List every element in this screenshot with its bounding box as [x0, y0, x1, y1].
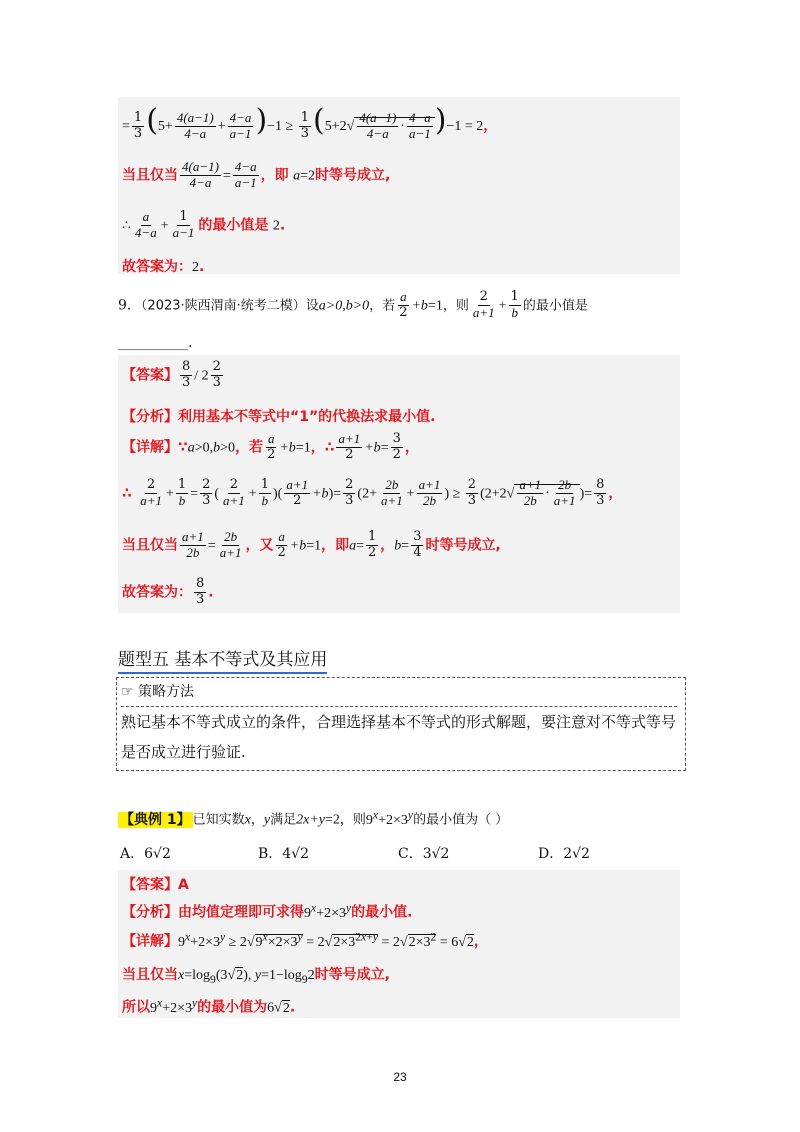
solution-line-4: 故答案为：2.	[122, 259, 205, 275]
equality-ex1-line: 当且仅当$x=\log_9(3√2)$, $y=1-\log_92$时等号成立,	[122, 967, 390, 986]
page-number: 23	[393, 1070, 407, 1084]
strategy-title: 策略方法	[138, 684, 195, 700]
detail-9-equality: 当且仅当 $\frac{a+1}{2b}$ = $\frac{2b}{a+1}$ ，又 $\frac{a}{2}$ +b=1，即a= $\frac{1}{2}$ ，b= $\frac{3}{4}$ 时等号成立,	[122, 529, 501, 560]
solution-line-1: = $\frac{1}{3}$ (5+ $\frac{4(a-1)}{4-a}$ + $\frac{4-a}{a-1}$ )−1 ≥ $\frac{1}{3}$ (5+2√ $\frac{4(a-1)}{4-a}$ · $\frac{4-a}{a-1}$ )−1 = 2，	[122, 103, 498, 141]
answer-9-line: 【答案】 $\frac{8}{3}$ / 2 $\frac{2}{3}$	[122, 359, 221, 390]
solution-line-2: 当且仅当 $\frac{4(a-1)}{4-a}$ = $\frac{4-a}{a-1}$ ，即 a=2时等号成立,	[122, 159, 391, 190]
answer-ex1-line: 【答案】A	[122, 877, 189, 893]
strategy-text: 熟记基本不等式成立的条件，合理选择基本不等式的形式解题，要注意对不等式等号是否成立进行验证.	[121, 706, 677, 767]
conclusion-ex1-line: 所以$9^x+2\times 3^y$的最小值为6√2.	[122, 996, 296, 1016]
option-c[interactable]: C．3√2	[398, 846, 450, 862]
question-9-blank: __________.	[118, 335, 193, 351]
analysis-ex1-line: 【分析】由均值定理即可求得$9^x+2\times 3^y$的最小值.	[122, 901, 413, 921]
section-title: 题型五 基本不等式及其应用	[118, 645, 327, 674]
solution-line-3: ∴ $\frac{a}{4-a}$ + $\frac{1}{a-1}$ 的最小值是 2.	[122, 209, 286, 240]
pointing-hand-icon: ☞	[121, 684, 134, 700]
option-d[interactable]: D．2√2	[538, 846, 590, 862]
analysis-9-line: 【分析】利用基本不等式中“1”的代换法求最小值.	[122, 409, 436, 425]
detail-9-derivation: ∴ $\frac{2}{a+1}$ + $\frac{1}{b}$ = $\frac{2}{3}$ ( $\frac{2}{a+1}$ + $\frac{1}{b}$ )( $\frac{a+1}{2}$ +b)= $\frac{2}{3}$ (2+ $\frac{2b}{a+1}$ + $\frac{a+1}{2b}$ ) ≥ $\frac{2}{3}$ (2+2√ $\frac{a+1}{2b}$ · $\frac{2b}{a+1}$ )= $\frac{8}{3}$ ，	[122, 477, 623, 508]
detail-9-line: 【详解】∵a>0,b>0，若 $\frac{a}{2}$ +b=1，∴ $\frac{a+1}{2}$ +b= $\frac{3}{2}$ ，	[122, 431, 419, 462]
detail-ex1-line: 【详解】$9^x+2\times 3^y \ge 2√9^x\times 2\times 3^y = 2√2\times 3^{2x+y} = 2√2\times 3^2 = 6√2$，	[122, 930, 488, 950]
strategy-header	[121, 681, 194, 701]
question-9: 9．（2023·陕西渭南·统考二模）设a>0,b>0，若 $\frac{a}{2}$ +b=1，则 $\frac{2}{a+1}$ + $\frac{1}{b}$ 的最小值是	[118, 289, 588, 320]
example-1: 【典例 1】 已知实数x，y满足2x+y=2，则$9^x+2\times 3^y$的最小值为（ ）	[120, 808, 509, 828]
option-b[interactable]: B．4√2	[258, 846, 310, 862]
strategy-box	[116, 677, 686, 771]
option-a[interactable]: A．6√2	[120, 846, 171, 862]
final-9-line: 故答案为： $\frac{8}{3}$ .	[122, 576, 214, 607]
